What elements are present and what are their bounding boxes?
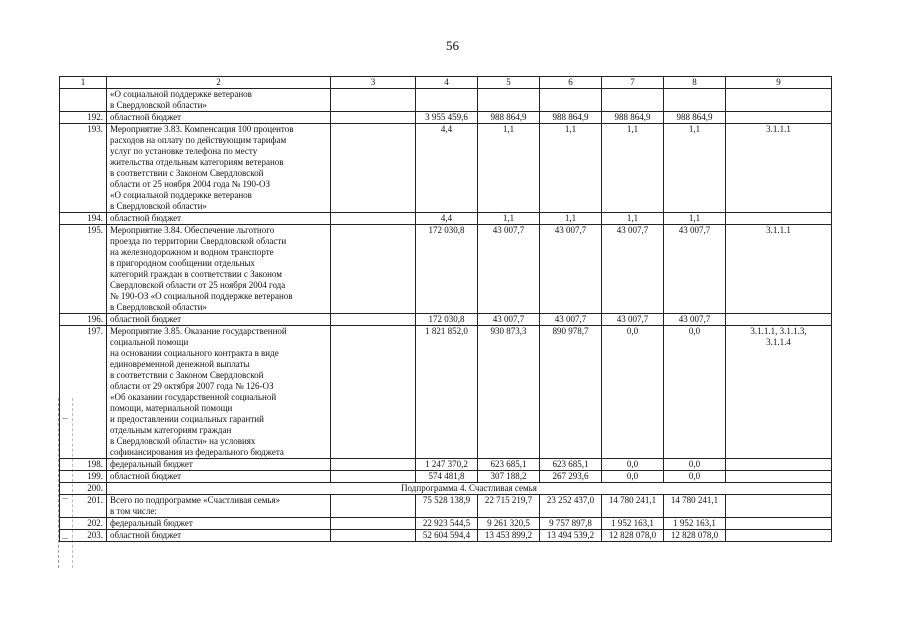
year3-cell: 43 007,7 xyxy=(602,225,664,314)
year3-cell: 12 828 078,0 xyxy=(602,530,664,542)
table-row xyxy=(60,124,832,213)
year2-cell: 13 494 539,2 xyxy=(540,530,602,542)
total-cell: 75 528 138,9 xyxy=(416,495,478,518)
target-ref-cell xyxy=(726,471,832,483)
year2-cell: 988 864,9 xyxy=(540,112,602,124)
subheader-row xyxy=(60,483,832,495)
year3-cell: 14 780 241,1 xyxy=(602,495,664,518)
col3-cell xyxy=(331,314,416,326)
col3-cell xyxy=(331,530,416,542)
year4-cell: 14 780 241,1 xyxy=(664,495,726,518)
column-header: 5 xyxy=(478,77,540,89)
col3-cell xyxy=(331,518,416,530)
year2-cell xyxy=(540,89,602,112)
row-number-cell: 199. xyxy=(60,471,107,483)
year1-cell: 13 453 899,2 xyxy=(478,530,540,542)
year1-cell: 22 715 219,7 xyxy=(478,495,540,518)
table-row xyxy=(60,89,832,112)
year3-cell: 1 952 163,1 xyxy=(602,518,664,530)
table-row xyxy=(60,326,832,459)
header-row xyxy=(60,77,832,89)
row-number-cell: 203. xyxy=(60,530,107,542)
year1-cell xyxy=(478,89,540,112)
row-number-cell: 193. xyxy=(60,124,107,213)
year4-cell: 43 007,7 xyxy=(664,314,726,326)
row-number-cell xyxy=(60,89,107,112)
description-cell: областной бюджет xyxy=(107,471,331,483)
total-cell: 574 481,8 xyxy=(416,471,478,483)
row-number-cell: 202. xyxy=(60,518,107,530)
year1-cell: 1,1 xyxy=(478,213,540,225)
column-header: 8 xyxy=(664,77,726,89)
target-ref-cell xyxy=(726,518,832,530)
year1-cell: 1,1 xyxy=(478,124,540,213)
table-row xyxy=(60,495,832,518)
year3-cell: 0,0 xyxy=(602,459,664,471)
year4-cell xyxy=(664,89,726,112)
year2-cell: 267 293,6 xyxy=(540,471,602,483)
col3-cell xyxy=(331,124,416,213)
year3-cell: 0,0 xyxy=(602,471,664,483)
target-ref-cell xyxy=(726,530,832,542)
year2-cell: 1,1 xyxy=(540,124,602,213)
target-ref-cell xyxy=(726,213,832,225)
row-number-cell: 200. xyxy=(60,483,107,495)
row-number-cell: 194. xyxy=(60,213,107,225)
description-cell: областной бюджет xyxy=(107,530,331,542)
description-cell: федеральный бюджет xyxy=(107,518,331,530)
year4-cell: 988 864,9 xyxy=(664,112,726,124)
year3-cell: 988 864,9 xyxy=(602,112,664,124)
description-cell: Всего по подпрограмме «Счастливая семья» в том числе: xyxy=(107,495,331,518)
year2-cell: 623 685,1 xyxy=(540,459,602,471)
col3-cell xyxy=(331,225,416,314)
total-cell: 172 030,8 xyxy=(416,225,478,314)
column-header: 3 xyxy=(331,77,416,89)
table-row xyxy=(60,518,832,530)
year3-cell: 0,0 xyxy=(602,326,664,459)
total-cell: 22 923 544,5 xyxy=(416,518,478,530)
year2-cell: 43 007,7 xyxy=(540,225,602,314)
table-row xyxy=(60,225,832,314)
table-row xyxy=(60,213,832,225)
row-number-cell: 195. xyxy=(60,225,107,314)
col3-cell xyxy=(331,112,416,124)
target-ref-cell: 3.1.1.1, 3.1.1.3, 3.1.1.4 xyxy=(726,326,832,459)
target-ref-cell xyxy=(726,495,832,518)
col3-cell xyxy=(331,459,416,471)
total-cell: 3 955 459,6 xyxy=(416,112,478,124)
description-cell: Мероприятие 3.84. Обеспечение льготного проезда по территории Свердловской области на железнодорожном и водном транспорте в пригородном сообщении отдельных категорий граждан в соответствии с Законом Свердловской области от 25 ноября 2004 года № 190-ОЗ «О социальной поддержке ветеранов в Свердловской области» xyxy=(107,225,331,314)
table-row xyxy=(60,112,832,124)
target-ref-cell xyxy=(726,89,832,112)
column-header: 9 xyxy=(726,77,832,89)
year3-cell: 1,1 xyxy=(602,124,664,213)
year4-cell: 0,0 xyxy=(664,471,726,483)
target-ref-cell xyxy=(726,459,832,471)
row-number-cell: 197. xyxy=(60,326,107,459)
target-ref-cell xyxy=(726,314,832,326)
page-number: 56 xyxy=(446,38,459,53)
year1-cell: 307 188,2 xyxy=(478,471,540,483)
year4-cell: 12 828 078,0 xyxy=(664,530,726,542)
row-number-cell: 198. xyxy=(60,459,107,471)
year1-cell: 930 873,3 xyxy=(478,326,540,459)
total-cell xyxy=(416,89,478,112)
total-cell: 1 247 370,2 xyxy=(416,459,478,471)
table-row xyxy=(60,314,832,326)
column-header: 2 xyxy=(107,77,331,89)
description-cell: областной бюджет xyxy=(107,112,331,124)
year1-cell: 43 007,7 xyxy=(478,225,540,314)
description-cell: «О социальной поддержке ветеранов в Свердловской области» xyxy=(107,89,331,112)
year4-cell: 0,0 xyxy=(664,326,726,459)
column-header: 6 xyxy=(540,77,602,89)
column-header: 7 xyxy=(602,77,664,89)
year2-cell: 43 007,7 xyxy=(540,314,602,326)
description-cell: областной бюджет xyxy=(107,314,331,326)
year1-cell: 623 685,1 xyxy=(478,459,540,471)
year3-cell: 1,1 xyxy=(602,213,664,225)
year2-cell: 9 757 897,8 xyxy=(540,518,602,530)
year4-cell: 1,1 xyxy=(664,124,726,213)
year1-cell: 9 261 320,5 xyxy=(478,518,540,530)
col3-cell xyxy=(331,495,416,518)
table-body xyxy=(60,77,832,542)
year4-cell: 43 007,7 xyxy=(664,225,726,314)
column-header: 4 xyxy=(416,77,478,89)
description-cell: Мероприятие 3.83. Компенсация 100 процентов расходов на оплату по действующим тарифам услуг по установке телефона по месту жительства отдельным категориям ветеранов в соответствии с Законом Свердловской области от 25 ноября 2004 года № 190-ОЗ «О социальной поддержке ветеранов в Свердловской области» xyxy=(107,124,331,213)
total-cell: 52 604 594,4 xyxy=(416,530,478,542)
year1-cell: 988 864,9 xyxy=(478,112,540,124)
target-ref-cell: 3.1.1.1 xyxy=(726,225,832,314)
year4-cell: 1,1 xyxy=(664,213,726,225)
col3-cell xyxy=(331,326,416,459)
year4-cell: 0,0 xyxy=(664,459,726,471)
year3-cell xyxy=(602,89,664,112)
row-number-cell: 201. xyxy=(60,495,107,518)
description-cell: федеральный бюджет xyxy=(107,459,331,471)
year2-cell: 890 978,7 xyxy=(540,326,602,459)
table-row xyxy=(60,459,832,471)
row-number-cell: 196. xyxy=(60,314,107,326)
year1-cell: 43 007,7 xyxy=(478,314,540,326)
table-row xyxy=(60,471,832,483)
target-ref-cell: 3.1.1.1 xyxy=(726,124,832,213)
year4-cell: 1 952 163,1 xyxy=(664,518,726,530)
target-ref-cell xyxy=(726,112,832,124)
col3-cell xyxy=(331,471,416,483)
row-number-cell: 192. xyxy=(60,112,107,124)
total-cell: 172 030,8 xyxy=(416,314,478,326)
col3-cell xyxy=(331,213,416,225)
total-cell: 4,4 xyxy=(416,213,478,225)
budget-table xyxy=(59,76,832,542)
col3-cell xyxy=(331,89,416,112)
column-header: 1 xyxy=(60,77,107,89)
year2-cell: 1,1 xyxy=(540,213,602,225)
description-cell: областной бюджет xyxy=(107,213,331,225)
total-cell: 4,4 xyxy=(416,124,478,213)
description-cell: Мероприятие 3.85. Оказание государственной социальной помощи на основании социального контракта в виде единовременной денежной выплаты в соответствии с Законом Свердловской области от 29 октября 2007 года № 126-ОЗ «Об оказании государственной социальной помощи, материальной помощи и предоставлении социальных гарантий отдельным категориям граждан в Свердловской области» на условиях софинансирования из федерального бюджета xyxy=(107,326,331,459)
year3-cell: 43 007,7 xyxy=(602,314,664,326)
year2-cell: 23 252 437,0 xyxy=(540,495,602,518)
subprogram-title-cell: Подпрограмма 4. Счастливая семья xyxy=(107,483,832,495)
table-row xyxy=(60,530,832,542)
total-cell: 1 821 852,0 xyxy=(416,326,478,459)
